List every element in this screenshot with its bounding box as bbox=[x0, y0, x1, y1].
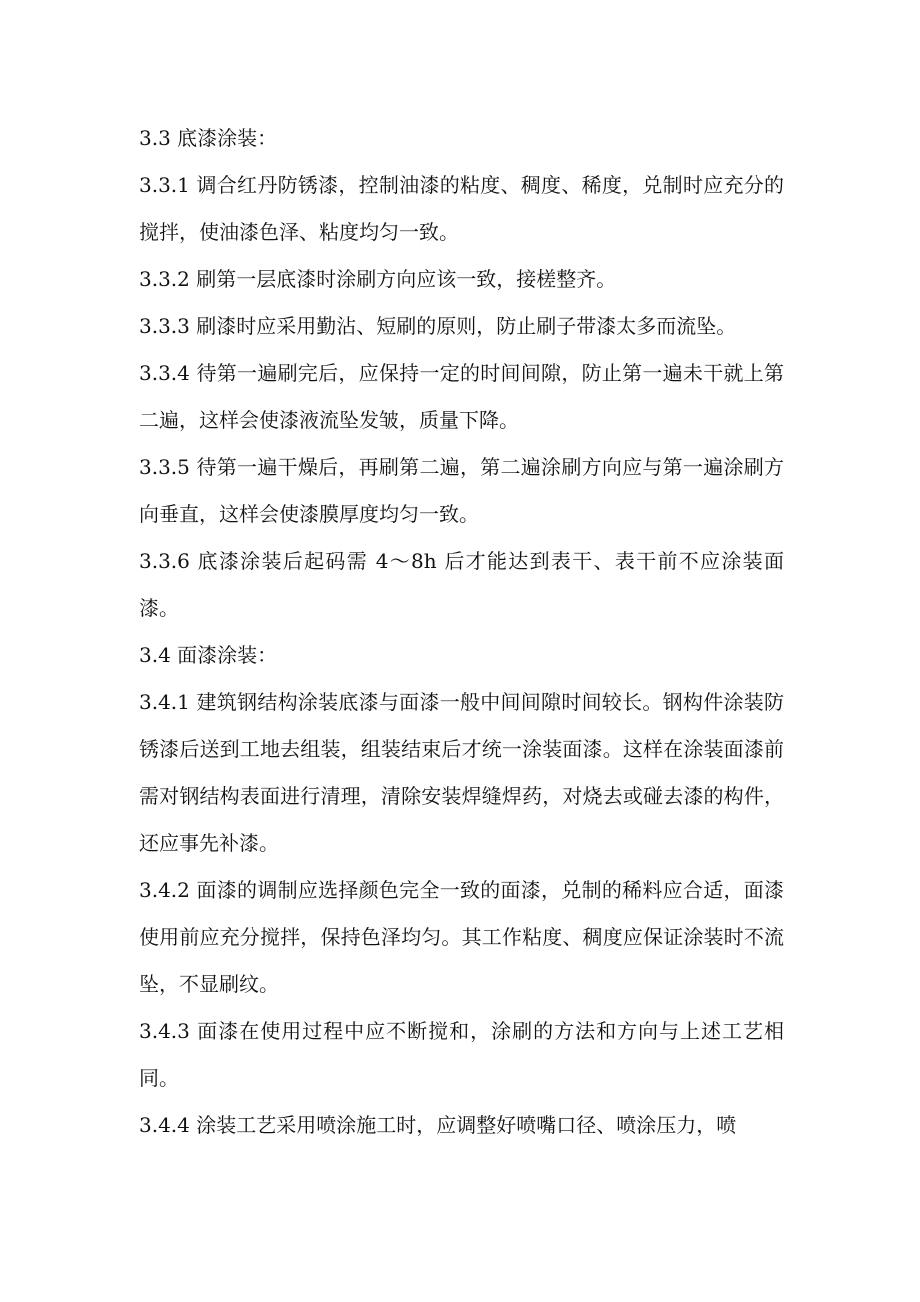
paragraph-3-4-3: 3.4.3 面漆在使用过程中应不断搅和，涂刷的方法和方向与上述工艺相同。 bbox=[139, 1019, 784, 1090]
paragraph-3-3-6: 3.3.6 底漆涂装后起码需 4～8h 后才能达到表干、表干前不应涂装面漆。 bbox=[139, 549, 784, 620]
document-body bbox=[139, 115, 784, 1149]
paragraph-3-3-5: 3.3.5 待第一遍干燥后，再刷第二遍，第二遍涂刷方向应与第一遍涂刷方向垂直，这样会使漆膜厚度均匀一致。 bbox=[139, 455, 784, 526]
paragraph-3-3-4: 3.3.4 待第一遍刷完后，应保持一定的时间间隙，防止第一遍未干就上第二遍，这样会使漆液流坠发皱，质量下降。 bbox=[139, 361, 784, 432]
section-heading-3-4: 3.4 面漆涂装： bbox=[139, 643, 278, 667]
paragraph-3-4-1: 3.4.1 建筑钢结构涂装底漆与面漆一般中间间隙时间较长。钢构件涂装防锈漆后送到工地去组装，组装结束后才统一涂装面漆。这样在涂装面漆前需对钢结构表面进行清理，清除安装焊缝焊药，对烧去或碰去漆的构件，还应事先补漆。 bbox=[139, 690, 784, 855]
paragraph-3-3-1: 3.3.1 调合红丹防锈漆，控制油漆的粘度、稠度、稀度，兑制时应充分的搅拌，使油漆色泽、粘度均匀一致。 bbox=[139, 173, 784, 244]
section-heading-3-3: 3.3 底漆涂装： bbox=[139, 126, 278, 150]
paragraph-3-4-2: 3.4.2 面漆的调制应选择颜色完全一致的面漆，兑制的稀料应合适，面漆使用前应充分搅拌，保持色泽均匀。其工作粘度、稠度应保证涂装时不流坠，不显刷纹。 bbox=[139, 878, 784, 996]
paragraph-3-3-3: 3.3.3 刷漆时应采用勤沾、短刷的原则，防止刷子带漆太多而流坠。 bbox=[139, 314, 737, 338]
paragraph-3-4-4: 3.4.4 涂装工艺采用喷涂施工时，应调整好喷嘴口径、喷涂压力，喷 bbox=[139, 1113, 737, 1137]
paragraph-3-3-2: 3.3.2 刷第一层底漆时涂刷方向应该一致，接槎整齐。 bbox=[139, 267, 617, 291]
